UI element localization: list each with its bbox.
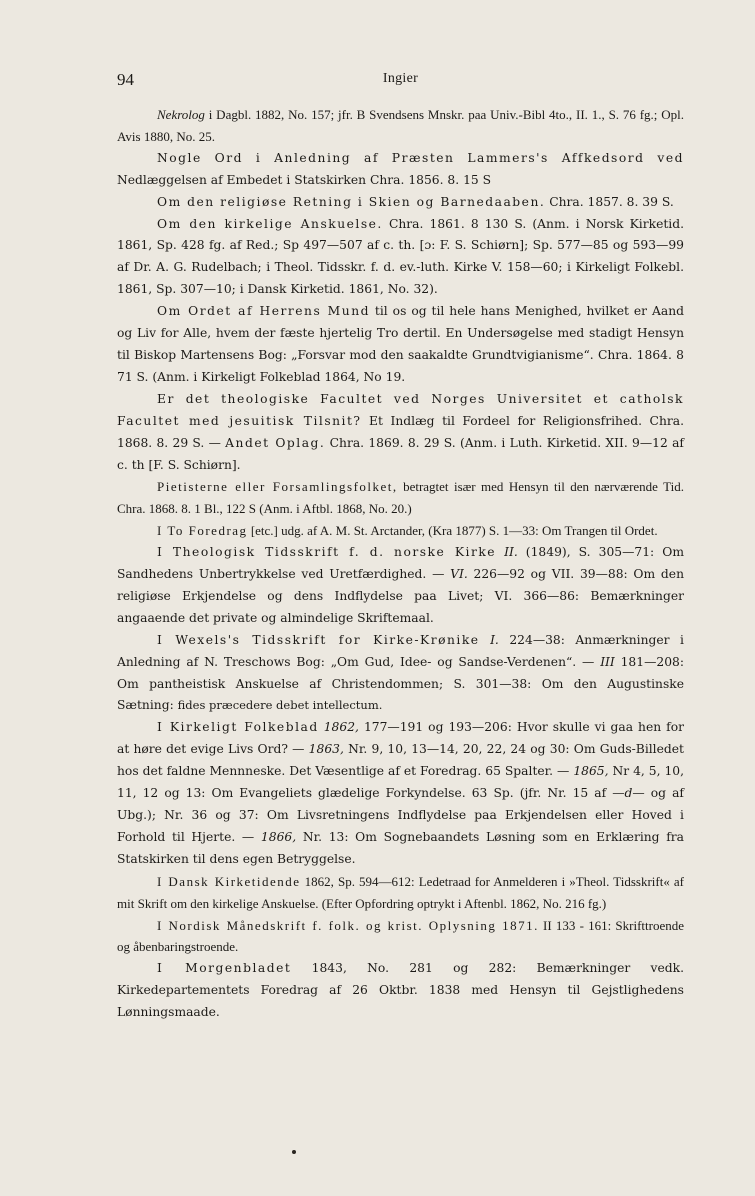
entry-text: Nedlæggelsen af Embedet i Statskirken Chra. 1856. 8. 15 S [117,172,492,187]
entry-text: Chra. 1869. 8. 29 S. (Anm. i Luth. Kirketid. XII. 9—12 af c. th [F. S. Schiørn]. [117,435,684,472]
entry-text: 1843, No. 281 og 282: Bemærkninger vedk. Kirkedepartementets Foredrag af 26 Oktbr. 1838 med Hensyn til Gejstlighedens Lønningsmaade. [117,961,685,1020]
bibliography-entry [117,104,684,148]
entry-text: —d— [612,786,645,801]
entry-text: Er det theologiske Facultet ved Norges Universitet et catholsk Facultet med jesuitisk Tilsnit? [117,391,684,428]
entry-text: III [600,654,615,669]
bibliography-entry [117,520,684,542]
entry-text: til os og til hele hans Menighed, hvilket er Aand og Liv for Alle, hvem der fæste hjertelig Tro dertil. En Undersøgelse med stadigt Hensyn til Biskop Martensens Bog: „Forsvar mod den saakaldte Grundtvigianisme“. Chra. 1864. 8 71 S. (Anm. i Kirkeligt Folkeblad 1864, No 19. [117,304,684,384]
entry-text: Pietisterne eller Forsamlingsfolket, [157,479,398,495]
bibliography-entry [117,476,684,520]
bibliography-entry [117,148,684,192]
bibliography-entry [117,871,684,915]
entry-text: II 133 - 161: Skrifttroende og åbenbaringstroende. [117,917,684,955]
entry-text: og af Ubg.); Nr. 36 og 37: Om Livsretningens Indflydelse paa Erkjendelsen eller Hoved i Forhold til Hjerte. — [117,786,684,844]
printer-mark [292,1150,296,1154]
bibliography-entry [117,717,684,870]
entry-text [480,633,491,647]
bibliography-entry [117,301,684,389]
bibliography-entry [117,915,684,959]
bibliography-entry [117,192,684,214]
entry-text: Nekrolog [157,107,205,122]
entry-text: Om den religiøse Retning i Skien og Barnedaaben. [157,194,546,209]
entry-text: II. [504,545,518,560]
entry-text: I Kirkeligt Folkeblad [157,720,319,735]
entry-text: 1862, Sp. 594—612: Ledetraad for Anmelderen i »Theol. Tidsskrift« af mit Skrift om den kirkelige Anskuelse. (Efter Opfordring optrykt i Aftenbl. 1862, No. 216 fg.) [117,873,684,911]
entry-text: Chra. 1861. 8 130 S. (Anm. i Norsk Kirketid. 1861, Sp. 428 fg. af Red.; Sp 497—507 af c. th. [ɔ: F. S. Schiørn]; Sp. 577—85 og 593—99 af Dr. A. G. Rudelbach; i Theol. Tidsskr. f. d. ev.-luth. Kirke V. 158—60; i Kirkeligt Folkebl. 1861, Sp. 307—10; i Dansk Kirketid. 1861, No. 32). [117,216,685,297]
entry-text: I Morgenbladet [157,961,292,976]
entry-text: fides præcedere debet intellectum. [177,698,383,713]
page-number: 94 [117,70,134,89]
entry-text: Nr. 9, 10, 13—14, 20, 22, 24 og 30: Om Guds-Billedet hos det faldne Mennneske. Det Væsentlige af et Foredrag. 65 Spalter. — [117,742,684,779]
entry-text: I Dansk Kirketidende [157,873,301,889]
entry-text: I Theologisk Tidsskrift f. d. norske Kirke [157,545,497,560]
page-header [117,70,684,94]
bibliography-list [117,104,684,1024]
entry-text: 224—38: Anmærkninger i Anledning af N. Treschows Bog: „Om Gud, Idee- og Sandse-Verdenen“. — [117,632,684,669]
entry-text [496,545,504,559]
entry-text: betragtet især med Hensyn til den nærværende Tid. Chra. 1868. 8. 1 Bl., 122 S (Anm. i Aftbl. 1868, No. 20.) [117,479,684,517]
entry-text: Et Indlæg til Fordeel for Religionsfrihed. Chra. 1868. 8. 29 S. — [117,413,684,450]
entry-text: 177—191 og 193—206: Hvor skulle vi gaa hen for at høre det evige Livs Ord? — [117,720,684,757]
entry-text: Chra. 1857. 8. 39 S. [545,194,674,209]
entry-text: (1849), S. 305—71: Om Sandhedens Unbertrykkelse ved Uretfærdighed. — [117,545,684,582]
entry-text: i Dagbl. 1882, No. 157; jfr. B Svendsens Mnskr. paa Univ.-Bibl 4to., II. 1., S. 76 fg.; Opl. Avis 1880, No. 25. [117,107,684,144]
entry-text: Andet Oplag. [225,435,326,450]
entry-text: I Wexels's Tidsskrift for Kirke-Krønike [157,632,480,647]
entry-text: Nr. 13: Om Sognebaandets Løsning som en Erklæring fra Statskirken til dens egen Betryggelse. [117,829,684,866]
entry-text: 1863, [308,742,344,757]
running-head: Ingier [382,71,419,86]
entry-text: Om Ordet af Herrens Mund [157,304,370,319]
entry-text: Nogle Ord i Anledning af Præsten Lammers's Affkedsord ved [157,150,684,165]
entry-text: 1862, [323,720,359,735]
bibliography-entry [117,542,684,630]
entry-text: 226—92 og VII. 39—88: Om den religiøse Erkjendelse og dens Indflydelse paa Livet; VI. 366—86: Bemærkninger angaaende det private og almindelige Skriftemaal. [117,567,684,625]
bibliography-entry [117,214,684,302]
entry-text: 1866, [260,829,297,844]
entry-text: Nr 4, 5, 10, 11, 12 og 13: Om Evangeliets glædelige Forkyndelse. 63 Sp. (jfr. Nr. 15 af [117,764,685,801]
entry-text: 1865, [573,764,609,779]
bibliography-entry [117,958,684,1024]
entry-text: 181—208: Om pantheistisk Anskuelse af Christendommen; S. 301—38: Om den Augustinske Sætning: [117,654,684,713]
bibliography-entry [117,630,684,718]
entry-text: I To Foredrag [157,523,248,539]
entry-text: I Nordisk Månedskrift f. folk. og krist. Oplysning 1871. [157,917,539,933]
entry-text: Om den kirkelige Anskuelse. [157,216,383,231]
entry-text: VI. [450,567,468,582]
entry-text: I. [490,632,499,647]
bibliography-entry [117,389,684,477]
entry-text: [etc.] udg. af A. M. St. Arctander, (Kra 1877) S. 1—33: Om Trangen til Ordet. [247,523,658,539]
